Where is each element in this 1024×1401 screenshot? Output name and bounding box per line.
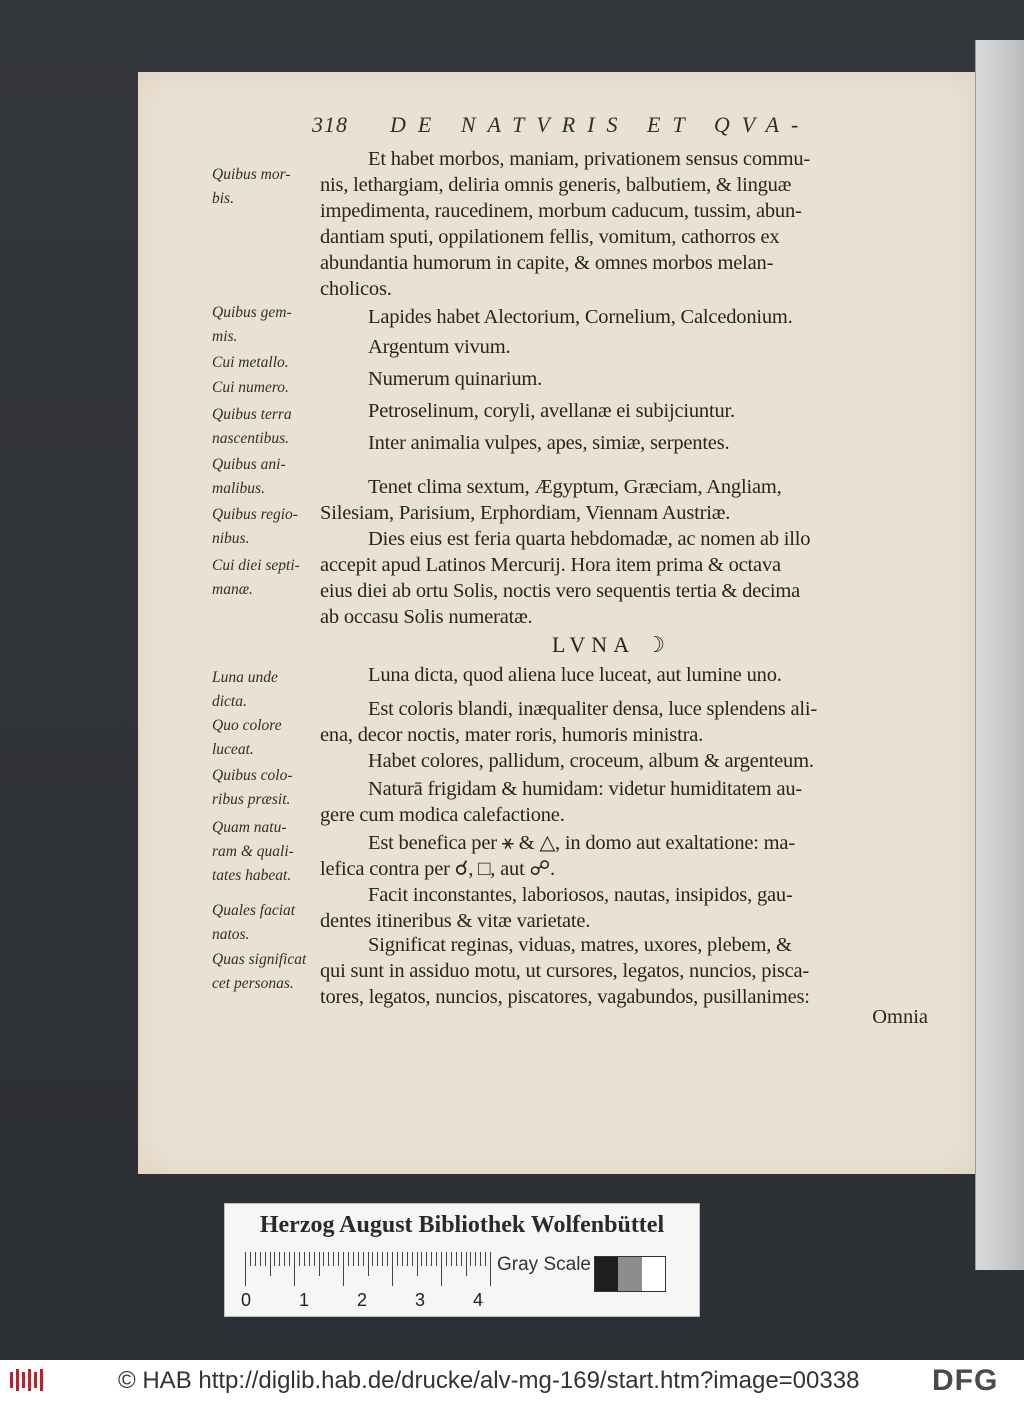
marginal-note: Cui metallo. [212, 354, 289, 371]
text-line: Est coloris blandi, inæqualiter densa, luce splendens ali- [368, 698, 817, 720]
marginal-note: tates habeat. [212, 867, 292, 884]
marginal-note: Cui numero. [212, 379, 289, 396]
footer-bar [0, 1360, 1024, 1401]
ruler-tick [466, 1252, 467, 1276]
ruler-tick [255, 1252, 256, 1266]
ruler-tick [353, 1252, 354, 1266]
text-line: lefica contra per ☌, □, aut ☍. [320, 858, 555, 880]
gray-scale-swatch [594, 1256, 666, 1292]
ruler-tick [304, 1252, 305, 1266]
text-line: Tenet clima sextum, Ægyptum, Græciam, Angliam, [368, 476, 782, 498]
adjacent-page-edge [975, 40, 1024, 1270]
text-line: Lapides habet Alectorium, Cornelium, Calcedonium. [368, 306, 793, 328]
running-header [312, 112, 952, 144]
marginal-note: Cui diei septi- [212, 557, 300, 574]
marginal-note: ram & quali- [212, 843, 294, 860]
text-line: Numerum quinarium. [368, 368, 543, 390]
text-line: impedimenta, raucedinem, morbum caducum, tussim, abun- [320, 200, 802, 222]
scale-ruler [245, 1252, 495, 1286]
ruler-tick [299, 1252, 300, 1266]
ruler-tick [333, 1252, 334, 1266]
ruler-tick [363, 1252, 364, 1266]
ruler-tick [372, 1252, 373, 1266]
ruler-tick [392, 1252, 393, 1286]
text-line: Significat reginas, viduas, matres, uxores, plebem, & [368, 934, 792, 956]
ruler-tick [294, 1252, 295, 1286]
text-line: ab occasu Solis numeratæ. [320, 606, 533, 628]
running-title: DE NATVRIS ET QVA- [390, 112, 811, 137]
ruler-tick [245, 1252, 246, 1286]
ruler-tick [265, 1252, 266, 1266]
marginal-note: mis. [212, 328, 238, 345]
ruler-tick [480, 1252, 481, 1266]
ruler-tick [426, 1252, 427, 1266]
ruler-tick [421, 1252, 422, 1266]
text-line: Argentum vivum. [368, 336, 511, 358]
ruler-tick [270, 1252, 271, 1276]
gray-scale-label: Gray Scale [497, 1254, 591, 1275]
marginal-note: nibus. [212, 530, 250, 547]
marginal-note: Quibus ani- [212, 456, 286, 473]
text-line: dantiam sputi, oppilationem fellis, vomitum, cathorros ex [320, 226, 780, 248]
ruler-tick [402, 1252, 403, 1266]
library-name: Herzog August Bibliothek Wolfenbüttel [259, 1212, 665, 1238]
marginal-note: bis. [212, 190, 234, 207]
ruler-tick [323, 1252, 324, 1266]
text-line: Inter animalia vulpes, apes, simiæ, serpentes. [368, 432, 730, 454]
marginal-note: natos. [212, 926, 250, 943]
ruler-tick [436, 1252, 437, 1266]
ruler-tick [382, 1252, 383, 1266]
ruler-tick [274, 1252, 275, 1266]
text-line: Dies eius est feria quarta hebdomadæ, ac nomen ab illo [368, 528, 811, 550]
ruler-tick [470, 1252, 471, 1266]
text-line: dentes itineribus & vitæ varietate. [320, 910, 591, 932]
ruler-tick [343, 1252, 344, 1286]
text-line: accepit apud Latinos Mercurij. Hora item prima & octava [320, 554, 781, 576]
marginal-note: Quibus regio- [212, 506, 298, 523]
marginal-note: Quibus colo- [212, 767, 293, 784]
ruler-tick [456, 1252, 457, 1266]
marginal-note: dicta. [212, 693, 247, 710]
library-label [224, 1203, 700, 1317]
ruler-tick [319, 1252, 320, 1276]
ruler-tick [461, 1252, 462, 1266]
ruler-tick [490, 1252, 491, 1286]
ruler-tick [338, 1252, 339, 1266]
text-line: Naturā frigidam & humidam: videtur humiditatem au- [368, 778, 803, 800]
ruler-number: 3 [415, 1290, 426, 1310]
ruler-tick [358, 1252, 359, 1266]
ruler-number: 0 [241, 1290, 252, 1310]
page-number: 318 [312, 112, 348, 137]
ruler-tick [451, 1252, 452, 1266]
text-line: Silesiam, Parisium, Erphordiam, Viennam Austriæ. [320, 502, 731, 524]
ruler-tick [368, 1252, 369, 1276]
text-line: Est benefica per ⚹ & △, in domo aut exaltatione: ma- [368, 832, 795, 854]
ruler-tick [328, 1252, 329, 1266]
ruler-tick [431, 1252, 432, 1266]
marginal-note: Quas significat [212, 951, 307, 968]
ruler-tick [377, 1252, 378, 1266]
marginal-note: cet personas. [212, 975, 294, 992]
text-line: cholicos. [320, 278, 392, 300]
ruler-tick [387, 1252, 388, 1266]
marginal-note: ribus præsit. [212, 791, 291, 808]
marginal-note: luceat. [212, 741, 254, 758]
marginal-note: Quales faciat [212, 902, 296, 919]
marginal-note: Luna unde [212, 669, 278, 686]
section-heading: LVNA ☽ [552, 632, 672, 657]
marginal-note: malibus. [212, 480, 265, 497]
marginal-note: Quibus terra [212, 406, 292, 423]
ruler-tick [417, 1252, 418, 1276]
ruler-tick [348, 1252, 349, 1266]
text-line: Petroselinum, coryli, avellanæ ei subijciuntur. [368, 400, 735, 422]
text-line: ena, decor noctis, mater roris, humoris ministra. [320, 724, 704, 746]
ruler-tick [407, 1252, 408, 1266]
text-line: Facit inconstantes, laboriosos, nautas, insipidos, gau- [368, 884, 793, 906]
hab-logo-icon [10, 1369, 44, 1391]
ruler-tick [475, 1252, 476, 1266]
ruler-tick [260, 1252, 261, 1266]
ruler-tick [314, 1252, 315, 1266]
ruler-number: 4 [473, 1290, 484, 1310]
copyright-url: © HAB http://diglib.hab.de/drucke/alv-mg-169/start.htm?image=00338 [118, 1367, 860, 1394]
ruler-number: 1 [299, 1290, 310, 1310]
text-line: gere cum modica calefactione. [320, 804, 565, 826]
text-line: Habet colores, pallidum, croceum, album & argenteum. [368, 750, 814, 772]
marginal-note: Quibus gem- [212, 304, 292, 321]
marginal-note: Quam natu- [212, 819, 287, 836]
ruler-tick [441, 1252, 442, 1286]
marginal-note: Quo colore [212, 717, 282, 734]
ruler-tick [250, 1252, 251, 1266]
dfg-logo: DFG [932, 1364, 999, 1397]
ruler-tick [485, 1252, 486, 1266]
ruler-tick [284, 1252, 285, 1266]
ruler-tick [309, 1252, 310, 1266]
ruler-tick [397, 1252, 398, 1266]
catchword: Omnia [872, 1006, 928, 1028]
text-line: qui sunt in assiduo motu, ut cursores, legatos, nuncios, pisca- [320, 960, 810, 982]
ruler-tick [279, 1252, 280, 1266]
text-line: Et habet morbos, maniam, privationem sensus commu- [368, 148, 811, 170]
ruler-tick [412, 1252, 413, 1266]
marginal-note: Quibus mor- [212, 166, 291, 183]
text-line: eius diei ab ortu Solis, noctis vero sequentis tertia & decima [320, 580, 801, 602]
text-line: tores, legatos, nuncios, piscatores, vagabundos, pusillanimes: [320, 986, 810, 1008]
text-line: nis, lethargiam, deliria omnis generis, balbutiem, & linguæ [320, 174, 792, 196]
ruler-tick [289, 1252, 290, 1266]
marginal-note: nascentibus. [212, 430, 290, 447]
ruler-number: 2 [357, 1290, 368, 1310]
text-line: abundantia humorum in capite, & omnes morbos melan- [320, 252, 774, 274]
ruler-tick [446, 1252, 447, 1266]
text-line: Luna dicta, quod aliena luce luceat, aut lumine uno. [368, 664, 782, 686]
marginal-note: manæ. [212, 581, 253, 598]
